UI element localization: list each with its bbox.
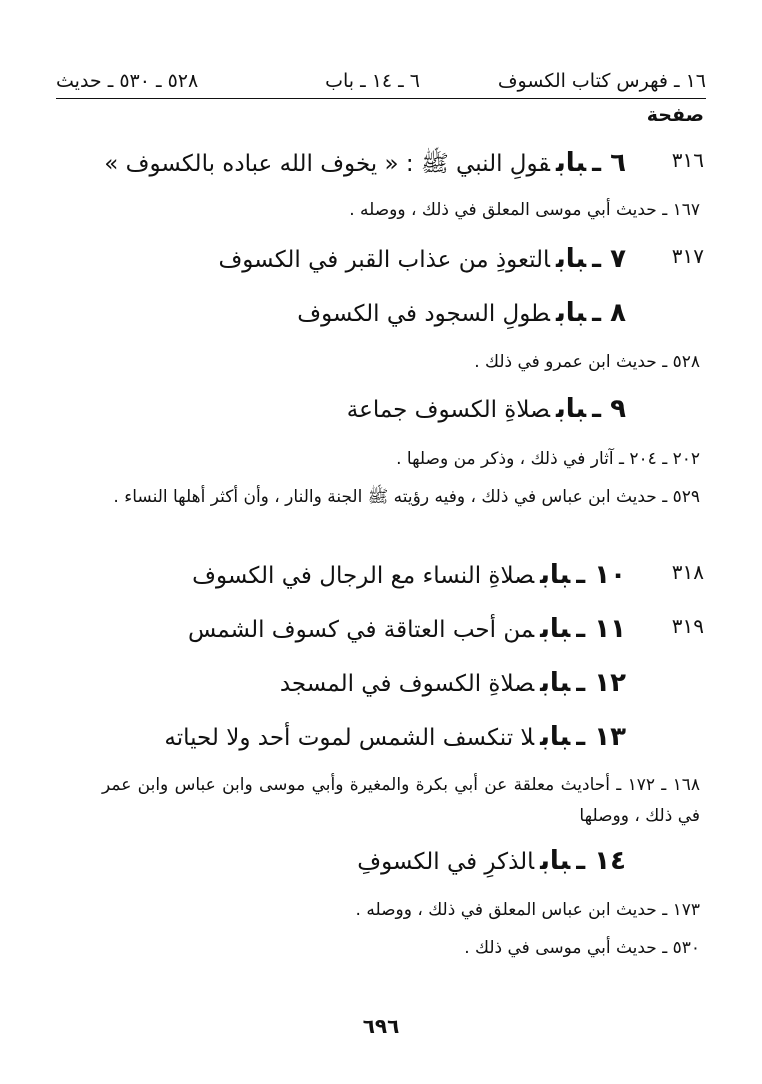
bab-word: باب (540, 722, 571, 752)
header-bab-range: ٦ ـ ١٤ ـ باب (325, 70, 420, 92)
chapter-heading (218, 244, 626, 274)
chapter-heading (347, 394, 626, 424)
bab-word: باب (540, 560, 571, 590)
page-number: ٣١٧ (671, 244, 704, 268)
page-number: ٣١٨ (671, 560, 704, 584)
chapter-title: صلاةِ الكسوف جماعة (346, 397, 551, 423)
bab-word: باب (540, 668, 571, 698)
page-column-label: صفحة (646, 104, 704, 126)
chapter-number: ١٤ ـ (576, 846, 626, 876)
chapter-title: قولِ النبي ﷺ : « يخوف الله عباده بالكسوف » (104, 151, 551, 177)
hadith-entry: ٥٢٨ ـ حديث ابن عمرو في ذلك . (474, 352, 700, 372)
header-hadith-range: ٥٢٨ ـ ٥٣٠ ـ حديث (56, 70, 199, 92)
chapter-title: التعوذِ من عذاب القبر في الكسوف (218, 247, 551, 273)
header-chapter-title: ١٦ ـ فهرس كتاب الكسوف (497, 70, 706, 92)
bab-word: باب (556, 244, 587, 274)
chapter-heading (164, 722, 626, 752)
running-header (56, 62, 706, 99)
bab-word: باب (556, 394, 587, 424)
bab-word: باب (540, 846, 571, 876)
page-number: ٣١٦ (671, 148, 704, 172)
bab-word: باب (556, 148, 587, 178)
chapter-title: طولِ السجود في الكسوف (297, 301, 551, 327)
chapter-title: الذكرِ في الكسوفِ (357, 849, 535, 875)
chapter-number: ١١ ـ (576, 614, 626, 644)
chapter-number: ١٢ ـ (576, 668, 626, 698)
chapter-title: صلاةِ الكسوف في المسجد (279, 671, 535, 697)
chapter-number: ١٣ ـ (576, 722, 626, 752)
chapter-number: ١٠ ـ (576, 560, 626, 590)
chapter-heading (188, 614, 626, 644)
chapter-heading (104, 148, 626, 183)
page-footer-number: ٦٩٦ (362, 1014, 400, 1038)
chapter-title: صلاةِ النساء مع الرجال في الكسوف (192, 563, 535, 589)
chapter-title: من أحب العتاقة في كسوف الشمس (187, 617, 535, 643)
chapter-heading (357, 846, 626, 876)
chapter-number: ٦ ـ (592, 148, 626, 178)
hadith-entry: ١٦٧ ـ حديث أبي موسى المعلق في ذلك ، ووصله . (349, 200, 700, 220)
hadith-entry: ٥٣٠ ـ حديث أبي موسى في ذلك . (464, 938, 700, 958)
page-number: ٣١٩ (671, 614, 704, 638)
bab-word: باب (556, 298, 587, 328)
hadith-entry: ١٦٨ ـ ١٧٢ ـ أحاديث معلقة عن أبي بكرة والمغيرة وأبي موسى وابن عباس وابن عمر في ذلك ، ووصلها (102, 775, 700, 826)
chapter-number: ٨ ـ (592, 298, 626, 328)
chapter-heading (192, 560, 626, 590)
hadith-entry: ٥٢٩ ـ حديث ابن عباس في ذلك ، وفيه رؤيته ﷺ الجنة والنار ، وأن أكثر أهلها النساء . (113, 487, 700, 507)
chapter-heading (280, 668, 626, 698)
chapter-heading (297, 298, 626, 328)
chapter-number: ٩ ـ (592, 394, 626, 424)
hadith-entry: ١٧٣ ـ حديث ابن عباس المعلق في ذلك ، ووصله . (355, 900, 700, 920)
chapter-number: ٧ ـ (592, 244, 626, 274)
chapter-title: لا تنكسف الشمس لموت أحد ولا لحياته (164, 725, 535, 751)
hadith-entry: ٢٠٢ ـ ٢٠٤ ـ آثار في ذلك ، وذكر من وصلها . (396, 449, 700, 469)
bab-word: باب (540, 614, 571, 644)
